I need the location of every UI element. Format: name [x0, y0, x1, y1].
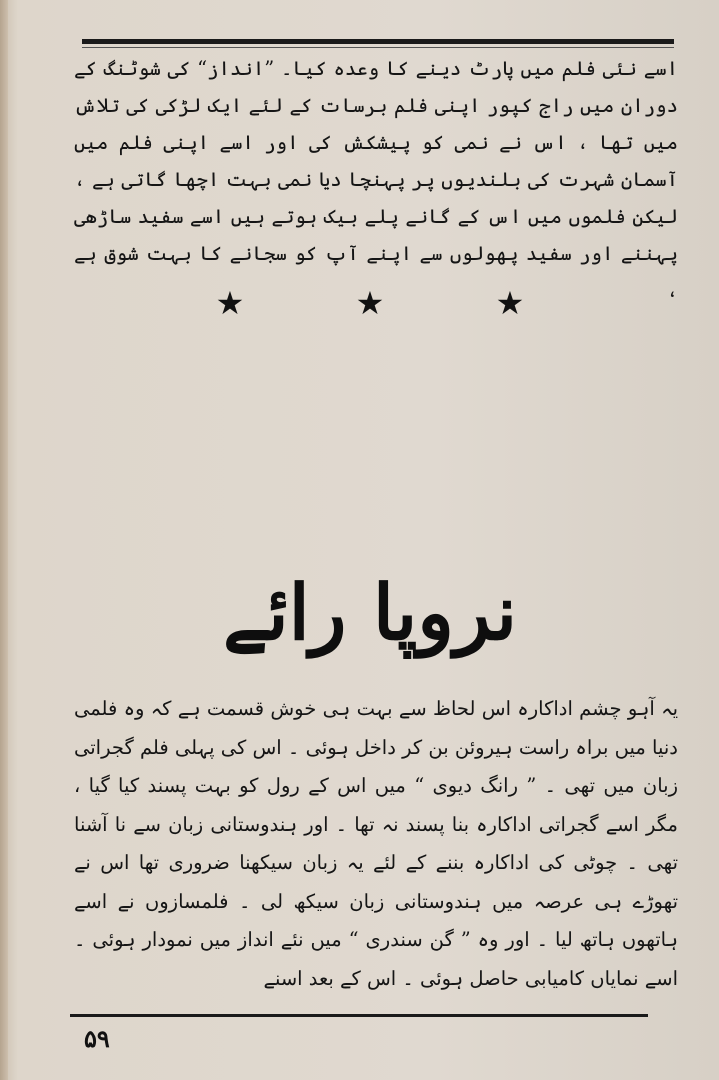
top-rule	[82, 39, 674, 44]
page-binding-edge	[0, 0, 8, 1080]
previous-article-paragraph: اسے نئی فلم میں پارٹ دینے کا وعدہ کیا۔ ”انداز“ کی شوٹنگ کے دوران میں راج کپور اپنی فلم برسات کے لئے ایک لڑکی کی تلاش میں تھا ، اس نے نمی کو پیشکش کی اور اسے اپنی فلم میں آسمان شہرت کی بلندیوں پر پہنچا دیا نمی بہت اچھا گاتی ہے ، لیکن فلموں میں اس کے گانے پلے بیک ہوتے ہیں اسے سفید ساڑھی پہننے اور سفید پھولوں سے اپنے آپ کو سجانے کا بہت شوق ہے ،	[74, 57, 678, 302]
article-title: نروپا رائے	[222, 568, 518, 657]
page-number: ۵۹	[84, 1024, 110, 1053]
star-icon: ★	[355, 284, 385, 322]
article-paragraph: یہ آہو چشم اداکارہ اس لحاظ سے بہت ہی خوش قسمت ہے کہ وہ فلمی دنیا میں براہ راست ہیروئن بن کر داخل ہوئی ۔ اس کی پہلی فلم گجراتی زبان میں تھی ۔ ” رانگ دیوی “ میں اس کے رول کو بہت پسند کیا گیا ، مگر اسے گجراتی اداکارہ بنا پسند نہ تھا ۔ اور ہندوستانی زبان سے نا آشنا تھی ۔ چوٹی کی اداکارہ بننے کے لئے یہ زبان سیکھنا ضروری تھا اس نے تھوڑے ہی عرصہ میں ہندوستانی زبان سیکھ لی ۔ فلمسازوں نے اسے ہاتھوں ہاتھ لیا ۔ اور وہ ” گن سندری “ میں نئے انداز میں نمودار ہوئی ۔ اسے نمایاں کامیابی حاصل ہوئی ۔ اس کے بعد اسنے	[74, 697, 678, 990]
star-separator	[200, 283, 540, 323]
star-icon: ★	[495, 284, 525, 322]
star-icon: ★	[215, 284, 245, 322]
top-rule-thin	[82, 47, 674, 48]
bottom-rule	[70, 1014, 648, 1017]
